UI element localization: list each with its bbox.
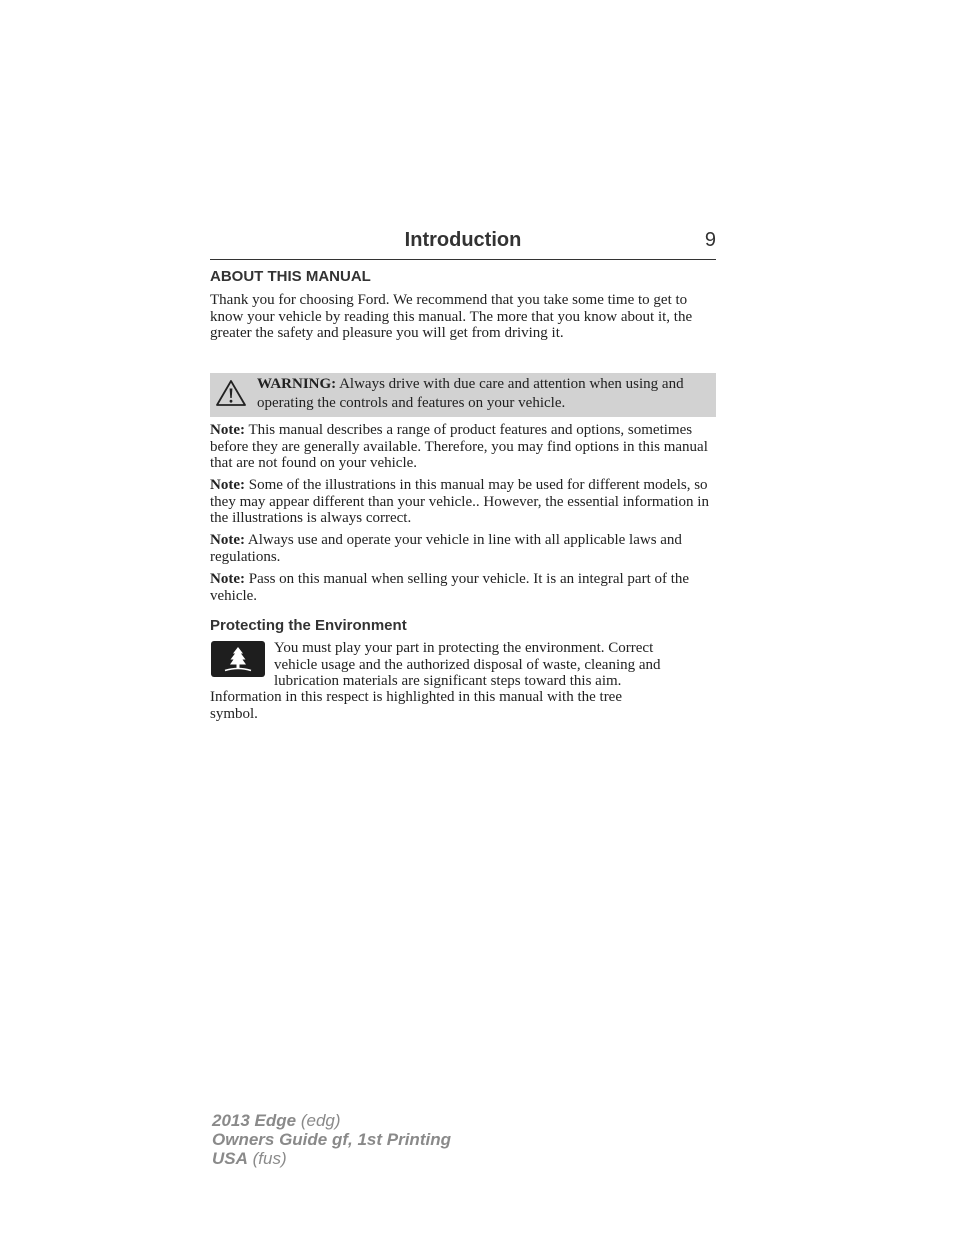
footer-guide: Owners Guide gf, 1st Printing — [212, 1130, 451, 1149]
note-label: Note: — [210, 477, 245, 493]
note-label: Note: — [210, 422, 245, 438]
note-text: Some of the illustrations in this manual may be used for different models, so they may appear different than your vehicle.. However, the essential information in the illustrations is always correct. — [210, 477, 709, 526]
about-intro — [210, 292, 716, 342]
about-heading: ABOUT THIS MANUAL — [210, 268, 371, 285]
note-text: Always use and operate your vehicle in line with all applicable laws and regulations. — [210, 532, 682, 565]
note-text: This manual describes a range of product features and options, sometimes before they are generally available. Therefore, you may find options in this manual that are not found on your vehicle. — [210, 422, 708, 471]
note-3 — [210, 532, 716, 565]
warning-triangle-icon — [215, 379, 247, 407]
footer-model: 2013 Edge (edg) — [212, 1111, 341, 1130]
about-intro-text: Thank you for choosing Ford. We recommend that you take some time to get to know your vehicle by reading this manual. The more that you know about it, the greater the safety and pleasure you will get from driving it. — [210, 292, 693, 341]
environment-line: You must play your part in protecting the environment. Correct — [274, 640, 654, 656]
environment-line: lubrication materials are significant steps toward this aim. — [274, 673, 622, 689]
note-label: Note: — [210, 532, 245, 548]
note-text: Pass on this manual when selling your vehicle. It is an integral part of the vehicle. — [210, 571, 690, 604]
note-4 — [210, 571, 716, 604]
warning-box — [210, 373, 716, 417]
environment-line: Information in this respect is highlighted in this manual with the tree — [210, 689, 623, 705]
tree-icon — [211, 641, 265, 677]
environment-heading: Protecting the Environment — [210, 617, 407, 634]
footer — [212, 1111, 451, 1168]
page-header — [210, 229, 716, 260]
footer-market: USA (fus) — [212, 1149, 287, 1168]
note-1 — [210, 422, 716, 472]
page-number: 9 — [704, 229, 716, 251]
warning-label: WARNING: — [257, 376, 337, 392]
warning-body: Always drive with due care and attention when using and operating the controls and features on your vehicle. — [257, 376, 684, 411]
note-2 — [210, 477, 716, 527]
note-label: Note: — [210, 571, 245, 587]
section-title: Introduction — [404, 229, 522, 251]
environment-line: symbol. — [210, 706, 258, 722]
warning-text — [257, 375, 712, 413]
environment-line: vehicle usage and the authorized disposal of waste, cleaning and — [274, 657, 661, 673]
